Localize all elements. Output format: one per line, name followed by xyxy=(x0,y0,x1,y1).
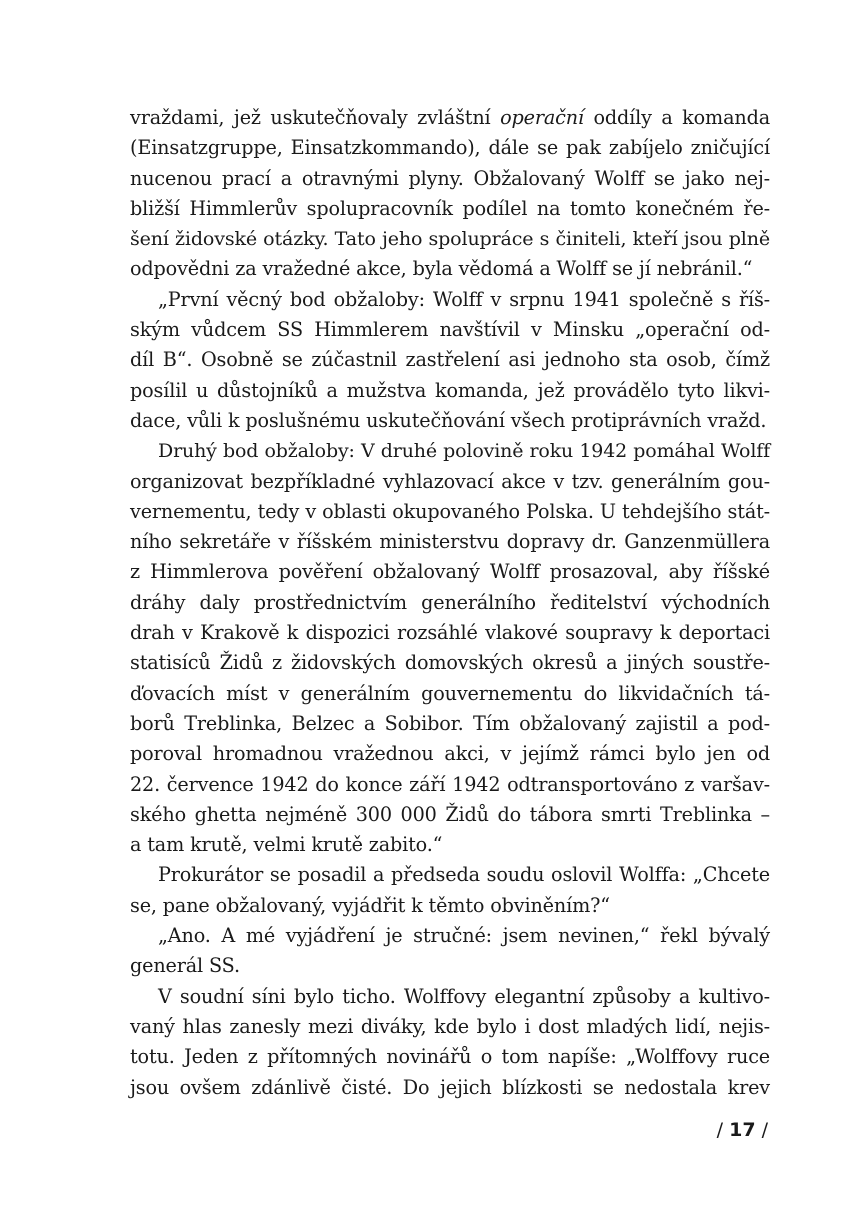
paragraph-end-line: odpovědni za vražedné akce, byla vědomá a Wolff se jí nebránil.“ xyxy=(130,257,753,281)
text-line: posílil u důstojníků a mužstva komanda, jež provádělo tyto likvi- xyxy=(130,378,770,402)
text-line: bližší Himmlerův spolupracovník podílel na tomto konečném ře- xyxy=(130,196,770,220)
text-line: ního sekretáře v říšském ministerstvu dopravy dr. Ganzenmüllera xyxy=(130,530,770,554)
text-line: vernementu, tedy v oblasti okupovaného Polska. U tehdejšího stát- xyxy=(130,499,770,523)
text-line: dráhy daly prostřednictvím generálního ředitelství východních xyxy=(130,590,770,614)
text-line: vraždami, jež uskutečňovaly zvláštní operační oddíly a komanda xyxy=(130,106,770,129)
paragraph-start-line: „První věcný bod obžaloby: Wolff v srpnu 1941 společně s říš- xyxy=(158,287,770,311)
paragraph-end-line: a tam krutě, velmi krutě zabito.“ xyxy=(130,833,443,857)
text-line: statisíců Židů z židovských domovských okresů a jiných soustře- xyxy=(130,651,770,675)
body-text xyxy=(130,103,770,1103)
paragraph-end-line: dace, vůli k poslušnému uskutečňování všech protiprávních vražd. xyxy=(130,408,767,432)
text-line: (Einsatzgruppe, Einsatzkommando), dále se pak zabíjelo zničující xyxy=(130,136,770,160)
paragraph-start-line: Druhý bod obžaloby: V druhé polovině roku 1942 pomáhal Wolff xyxy=(158,440,770,463)
text-line: díl B“. Osobně se zúčastnil zastřelení asi jednoho sta osob, čímž xyxy=(130,348,770,372)
paragraph-start-line: Prokurátor se posadil a předseda soudu oslovil Wolffa: „Chcete xyxy=(158,863,770,887)
emphasized-word: operační xyxy=(500,106,584,129)
paragraph-start-line: V soudní síni bylo ticho. Wolffovy elegantní způsoby a kultivo- xyxy=(158,984,770,1008)
folio-slash-left: / xyxy=(716,1119,724,1141)
text-line: nucenou prací a otravnými plyny. Obžalovaný Wolff se jako nej- xyxy=(130,166,770,190)
text-line: 22. července 1942 do konce září 1942 odtransportováno z varšav- xyxy=(130,772,770,796)
text-line: borů Treblinka, Belzec a Sobibor. Tím obžalovaný zajistil a pod- xyxy=(130,711,770,735)
folio-slash-right: / xyxy=(761,1119,768,1141)
text-line: ského ghetta nejméně 300 000 Židů do tábora smrti Treblinka – xyxy=(130,802,770,826)
text-line: šení židovské otázky. Tato jeho spolupráce s činiteli, kteří jsou plně xyxy=(130,228,770,251)
text-line: poroval hromadnou vražednou akci, v jejímž rámci bylo jen od xyxy=(130,742,770,766)
page-number-value: 17 xyxy=(729,1119,756,1141)
text-line: vaný hlas zanesly mezi diváky, kde bylo i dost mladých lidí, nejis- xyxy=(130,1014,770,1038)
paragraph-end-line: generál SS. xyxy=(130,954,240,978)
paragraph-end-line: se, pane obžalovaný, vyjádřit k těmto obviněním?“ xyxy=(130,893,610,917)
text-line: organizovat bezpříkladné vyhlazovací akce v tzv. generálním gou- xyxy=(130,469,770,493)
text-line: ďovacích míst v generálním gouvernementu do likvidačních tá- xyxy=(130,681,770,705)
text-line: ským vůdcem SS Himmlerem navštívil v Minsku „operační od- xyxy=(130,318,770,342)
paragraph-start-line: „Ano. A mé vyjádření je stručné: jsem nevinen,“ řekl bývalý xyxy=(158,924,770,948)
page-number xyxy=(717,1117,768,1143)
text-line: jsou ovšem zdánlivě čisté. Do jejich blízkosti se nedostala krev xyxy=(130,1075,770,1099)
text-line: drah v Krakově k dispozici rozsáhlé vlakové soupravy k deportaci xyxy=(130,621,770,645)
text-line: totu. Jeden z přítomných novinářů o tom napíše: „Wolffovy ruce xyxy=(130,1045,770,1069)
text-line: z Himmlerova pověření obžalovaný Wolff prosazoval, aby říšské xyxy=(130,560,770,584)
